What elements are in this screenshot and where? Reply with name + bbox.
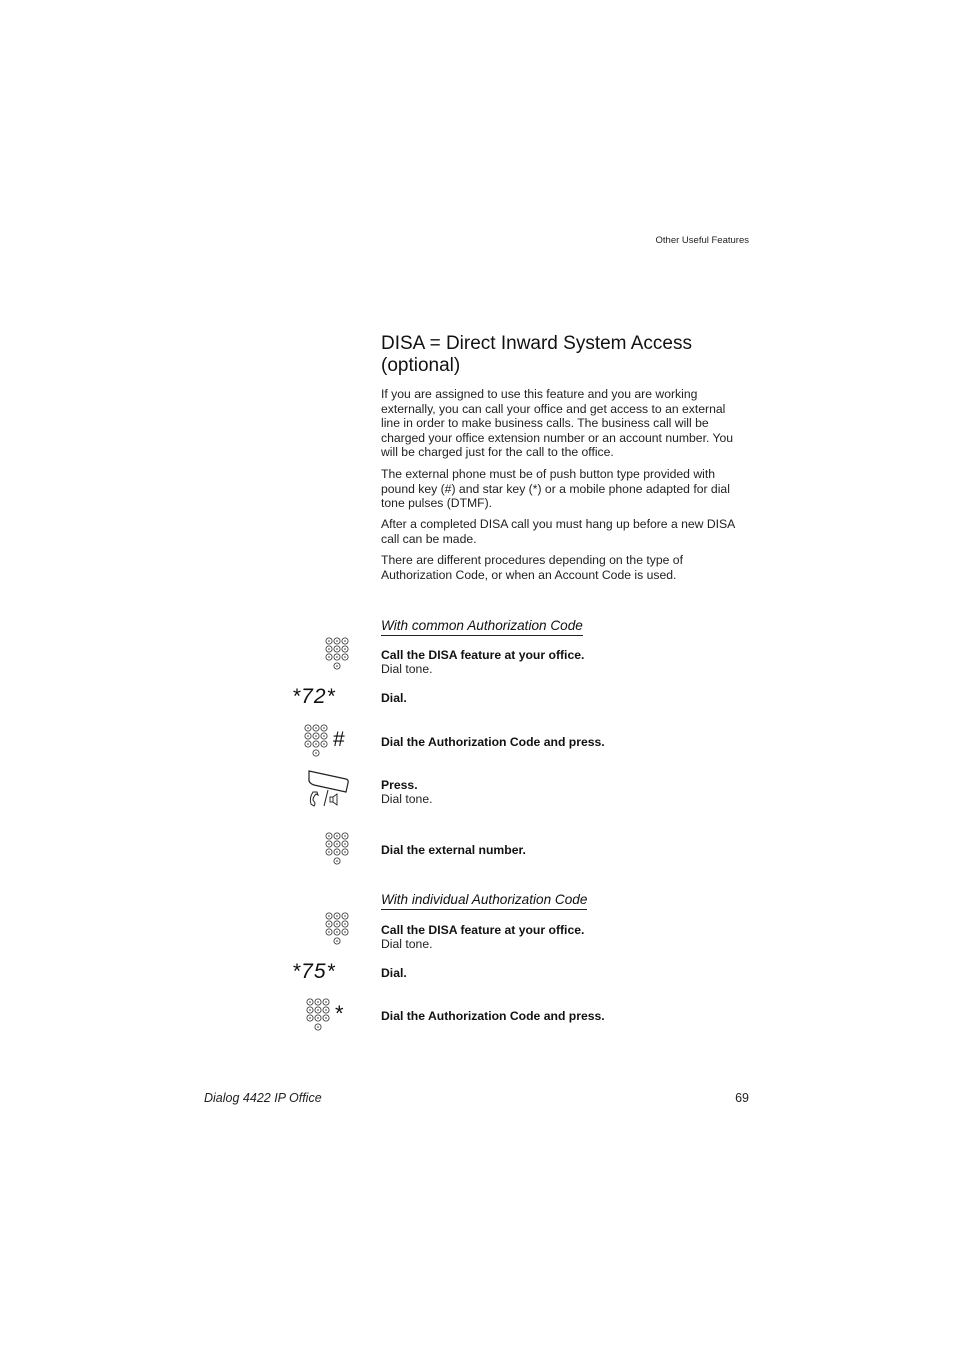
text-line: If you are assigned to use this feature and you are working (381, 387, 698, 401)
intro-paragraph-3 (381, 517, 753, 546)
intro-paragraph-1 (381, 387, 753, 460)
step-press-note: Dial tone. (381, 792, 433, 806)
step-call-disa-note: Dial tone. (381, 662, 433, 676)
keypad-icon (310, 1002, 330, 1032)
keypad-icon (308, 728, 328, 758)
text-line: externally, you can call your office and get access to an external (381, 401, 726, 416)
page-title (381, 333, 781, 377)
text-line: line in order to make business calls. The business call will be (381, 416, 709, 431)
text-line: will be charged just for the call to the office. (381, 445, 614, 460)
step-press: Press. (381, 778, 418, 792)
keypad-icon (329, 836, 349, 866)
section-heading-common: With common Authorization Code (381, 617, 583, 636)
text-line: charged your office extension number or an account number. You (381, 430, 734, 445)
footer-product-name: Dialog 4422 IP Office (204, 1091, 322, 1105)
text-line: pound key (#) and star key (*) or a mobile phone adapted for dial (381, 481, 730, 496)
procedure-code-75: *75* (292, 960, 336, 983)
keypad-icon (329, 641, 349, 671)
step-dial-external: Dial the external number. (381, 843, 526, 857)
step-call-disa: Call the DISA feature at your office. (381, 648, 585, 662)
text-line: tone pulses (DTMF). (381, 496, 493, 511)
running-header: Other Useful Features (655, 235, 749, 246)
step-call-disa-note: Dial tone. (381, 937, 433, 951)
step-dial-auth-code: Dial the Authorization Code and press. (381, 1009, 605, 1023)
text-line: The external phone must be of push button type provided with (381, 467, 716, 481)
section-heading-individual: With individual Authorization Code (381, 891, 587, 910)
step-call-disa: Call the DISA feature at your office. (381, 923, 585, 937)
title-line-2: (optional) (381, 355, 461, 376)
intro-paragraph-4 (381, 553, 753, 582)
step-dial: Dial. (381, 966, 407, 980)
star-key-icon: * (335, 1001, 344, 1026)
step-dial-auth-code: Dial the Authorization Code and press. (381, 735, 605, 749)
handsfree-key-icon (306, 770, 352, 810)
text-line: There are different procedures depending on the type of (381, 553, 683, 567)
intro-paragraph-2 (381, 467, 753, 511)
pound-key-icon: # (333, 728, 345, 751)
text-line: After a completed DISA call you must hang up before a new DISA (381, 517, 736, 531)
procedure-code-72: *72* (292, 685, 336, 708)
text-line: Authorization Code, or when an Account Code is used. (381, 567, 677, 582)
step-dial: Dial. (381, 691, 407, 705)
title-line-1: DISA = Direct Inward System Access (381, 333, 692, 354)
keypad-icon (329, 916, 349, 946)
page-number: 69 (735, 1091, 749, 1105)
text-line: call can be made. (381, 531, 477, 546)
